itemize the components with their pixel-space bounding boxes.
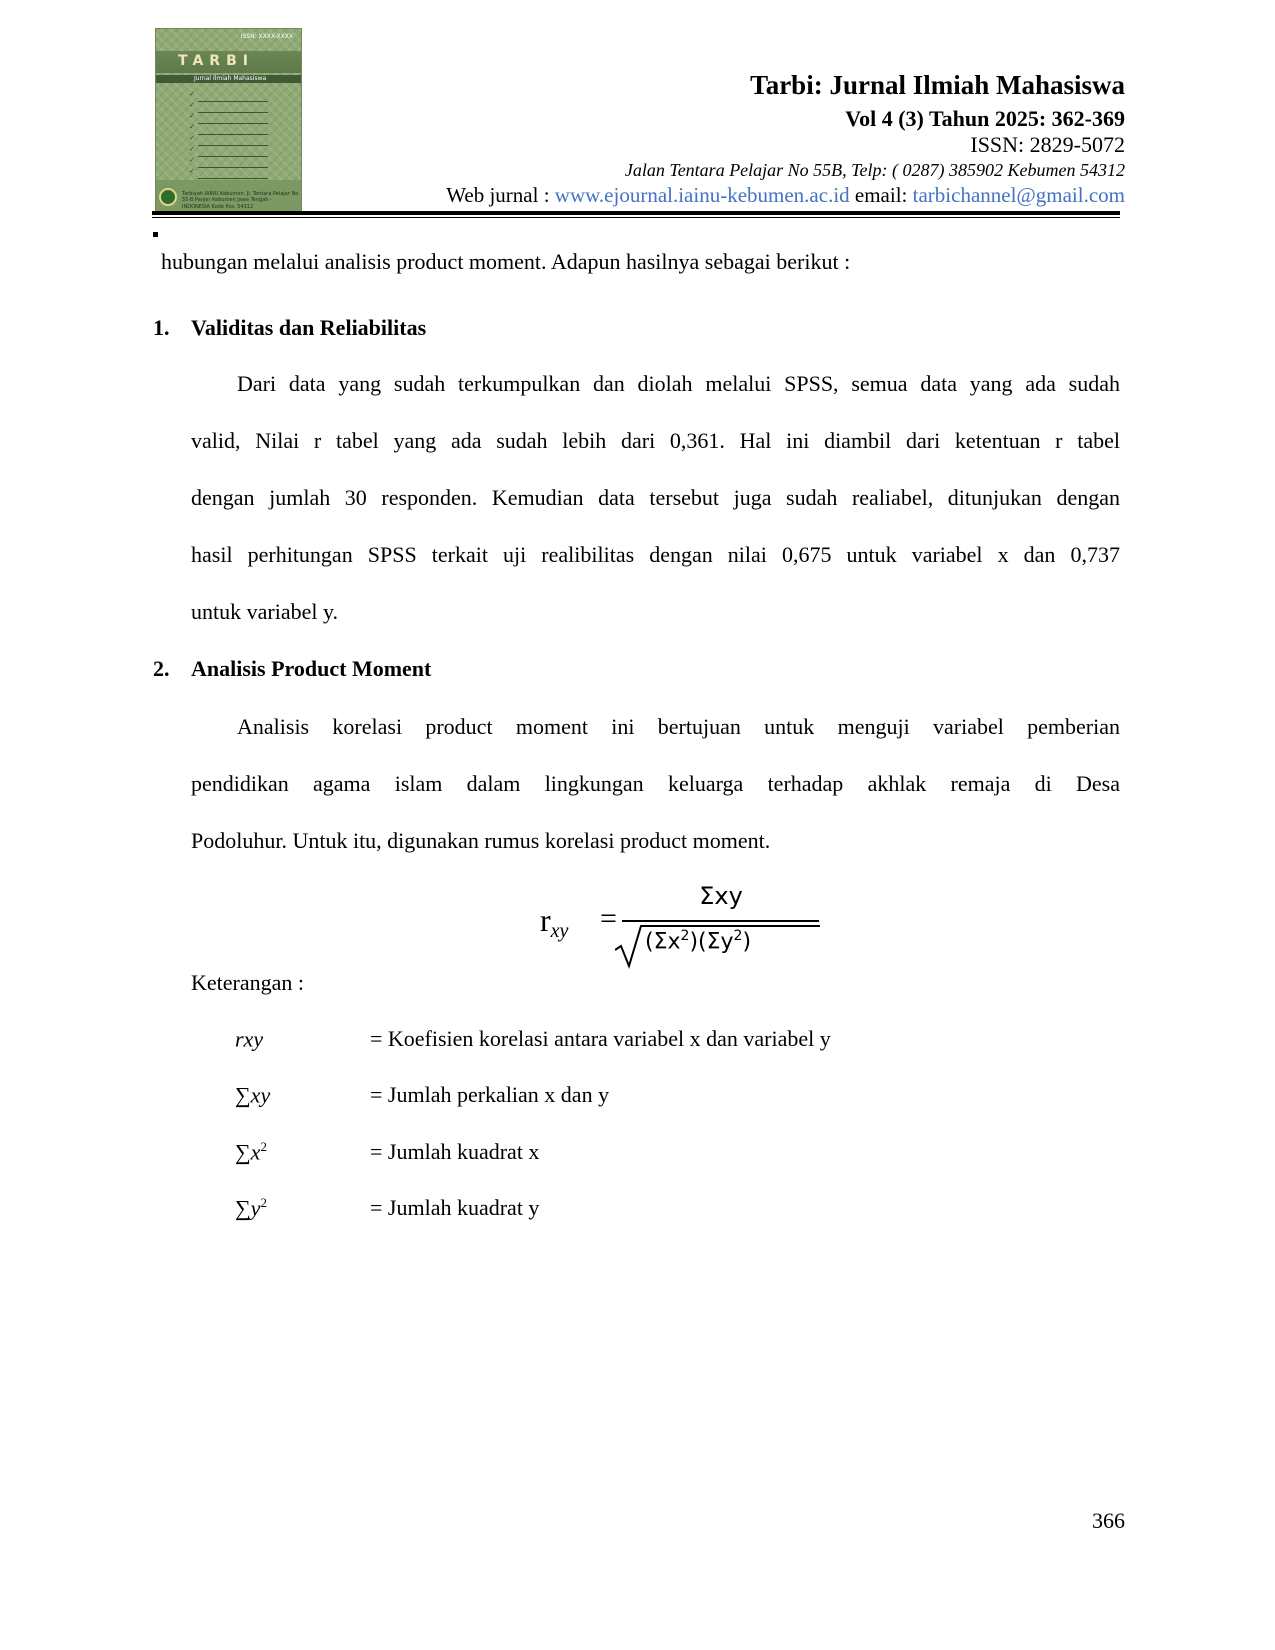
section1-line-4: hasil perhitungan SPSS terkait uji realibilitas dengan nilai 0,675 untuk variabel x dan 0,737 xyxy=(191,542,1120,567)
journal-cover-image xyxy=(155,28,302,215)
section1-line-2: valid, Nilai r tabel yang ada sudah lebih dari 0,361. Hal ini diambil dari ketentuan r tabel xyxy=(191,428,1120,453)
header-rule xyxy=(152,211,1120,215)
section2-line-2: pendidikan agama islam dalam lingkungan keluarga terhadap akhlak remaja di Desa xyxy=(191,771,1120,796)
section1-line-1: Dari data yang sudah terkumpulkan dan diolah melalui SPSS, semua data yang ada sudah xyxy=(237,371,1120,396)
section1-number: 1. xyxy=(153,315,170,340)
section2-number: 2. xyxy=(153,656,170,681)
cover-checklist xyxy=(198,91,268,179)
journal-web-line xyxy=(446,183,1125,208)
web-link[interactable]: www.ejournal.iainu-kebumen.ac.id xyxy=(554,183,850,207)
formula-denominator: $(\Sigma x^2)(\Sigma y^2)$ xyxy=(645,928,752,955)
keterangan-label: Keterangan : xyxy=(191,970,304,995)
journal-title: Tarbi: Jurnal Ilmiah Mahasiswa xyxy=(750,70,1125,100)
cover-footer-text: Tarbiyah IAINU Kebumen. Jl. Tentara Pelajar No. 55-B Panjer Kebumen Jawa Tengah - INDONESIA Kode Pos: 54312 xyxy=(182,190,300,210)
page-number: 366 xyxy=(1092,1508,1125,1533)
legend-symbol-sum-y2: $\sum y^2$ xyxy=(235,1195,267,1221)
formula-numerator: Σxy xyxy=(699,882,743,910)
cover-subtitle: Jurnal Ilmiah Mahasiswa xyxy=(194,75,267,82)
legend-symbol-sum-x2: $\sum x^2$ xyxy=(235,1139,267,1165)
section2-line-3: Podoluhur. Untuk itu, digunakan rumus korelasi product moment. xyxy=(191,828,771,853)
legend-def-rxy: = Koefisien korelasi antara variabel x dan variabel y xyxy=(370,1026,831,1051)
legend-def-sum-y2: = Jumlah kuadrat y xyxy=(370,1195,540,1220)
cover-title: TARBI xyxy=(178,53,254,69)
section1-line-5: untuk variabel y. xyxy=(191,599,339,624)
intro-text: hubungan melalui analisis product moment. Adapun hasilnya sebagai berikut : xyxy=(161,249,851,274)
cover-issn: ISSN: XXXX-XXXX xyxy=(240,33,293,40)
header-rule-thin xyxy=(152,217,1120,218)
email-label: email: xyxy=(849,183,913,207)
section1-heading: Validitas dan Reliabilitas xyxy=(191,315,427,340)
email-link[interactable]: tarbichannel@gmail.com xyxy=(912,183,1125,207)
journal-address: Jalan Tentara Pelajar No 55B, Telp: ( 0287) 385902 Kebumen 54312 xyxy=(624,160,1125,180)
journal-issn: ISSN: 2829-5072 xyxy=(970,132,1125,157)
bullet-mark xyxy=(153,232,158,237)
web-label: Web jurnal : xyxy=(446,183,555,207)
journal-volume: Vol 4 (3) Tahun 2025: 362-369 xyxy=(845,106,1125,131)
legend-def-sum-xy: = Jumlah perkalian x dan y xyxy=(370,1082,610,1107)
section2-line-1: Analisis korelasi product moment ini bertujuan untuk menguji variabel pemberian xyxy=(237,714,1120,739)
formula-lhs-subscript: xy xyxy=(550,920,569,942)
legend-symbol-sum-xy: ∑xy xyxy=(235,1082,271,1108)
cover-seal-icon xyxy=(159,188,177,206)
formula-lhs: $r_{xy}$ xyxy=(540,902,569,942)
formula-equals: = xyxy=(600,902,617,935)
section1-line-3: dengan jumlah 30 responden. Kemudian data tersebut juga sudah realiabel, ditunjukan dengan xyxy=(191,485,1120,510)
section2-heading: Analisis Product Moment xyxy=(191,656,432,681)
legend-symbol-rxy: rxy xyxy=(235,1026,264,1052)
product-moment-formula xyxy=(540,882,800,968)
legend-def-sum-x2: = Jumlah kuadrat x xyxy=(370,1139,540,1164)
